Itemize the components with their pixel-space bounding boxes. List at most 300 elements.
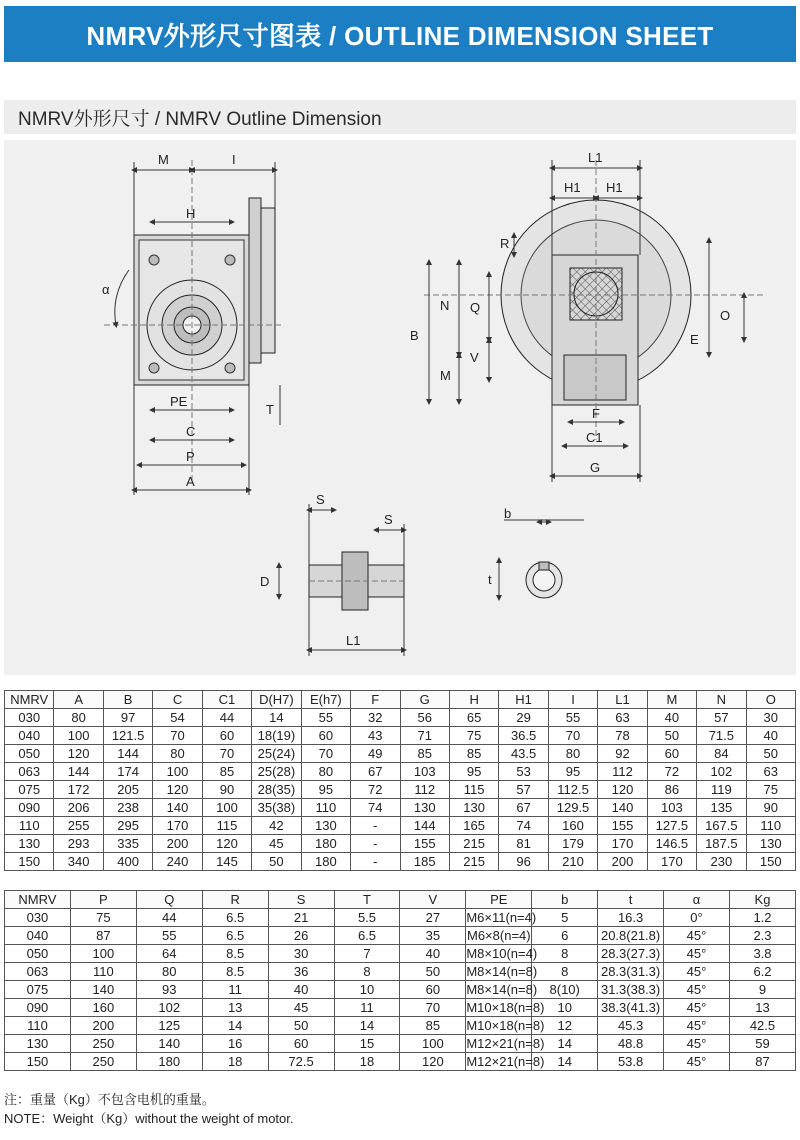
table-cell: 53.8 [598,1053,664,1071]
table2-header-cell: b [532,891,598,909]
table-cell: 112.5 [548,781,597,799]
note-chinese: 注：重量（Kg）不包含电机的重量。 [4,1092,215,1107]
table-cell: 100 [400,1035,466,1053]
table-cell: 80 [548,745,597,763]
table1-header-cell: L1 [598,691,647,709]
label-F: F [592,406,600,421]
table-cell: 0° [664,909,730,927]
label-C1: C1 [586,430,603,445]
table-cell: 35 [400,927,466,945]
table-cell: 85 [202,763,251,781]
table-cell: 210 [548,853,597,871]
table-cell: 87 [729,1053,795,1071]
table-cell: 63 [746,763,795,781]
table-cell: 11 [334,999,400,1017]
table2-body [5,909,796,1071]
table-cell: 87 [70,927,136,945]
table-cell: 120 [202,835,251,853]
table-cell: 179 [548,835,597,853]
table-cell: 95 [301,781,350,799]
table2-header-cell: S [268,891,334,909]
table-cell: 84 [697,745,746,763]
table-cell: 26 [268,927,334,945]
table-cell: 206 [54,799,103,817]
table-cell: 14 [532,1053,598,1071]
table-cell: M12×21(n=8) [466,1036,545,1051]
label-V: V [470,350,479,365]
table-cell: 60 [202,727,251,745]
table-cell: 100 [54,727,103,745]
table-cell: 45 [252,835,301,853]
label-H1-left: H1 [564,180,581,195]
keyway-view [499,520,584,598]
table-cell: 180 [136,1053,202,1071]
label-S-right: S [384,512,393,527]
table-cell: 45° [664,1017,730,1035]
table-cell: 75 [449,727,498,745]
table-cell: 53 [499,763,548,781]
table-cell: 115 [202,817,251,835]
table-cell: 10 [532,999,598,1017]
table-cell: 38.3(41.3) [598,999,664,1017]
table-cell: 6.5 [202,927,268,945]
table-cell: 70 [400,999,466,1017]
table-row [5,963,796,981]
label-b: b [504,506,512,521]
table-cell: 075 [5,781,54,799]
table-cell: 74 [351,799,400,817]
table-row [5,999,796,1017]
table-row [5,745,796,763]
label-I: I [232,152,236,167]
table1-header-row [5,691,796,709]
table-cell: 72.5 [268,1053,334,1071]
table-cell: 050 [5,745,54,763]
table-cell: 72 [647,763,696,781]
table-cell: 146.5 [647,835,696,853]
table-cell: 10 [334,981,400,999]
table-cell: 140 [136,1035,202,1053]
table-cell: 60 [301,727,350,745]
table-cell: M8×10(n=4) [466,946,538,961]
table-cell: 121.5 [103,727,152,745]
table-cell: 040 [5,727,54,745]
table-cell: 45° [664,1035,730,1053]
table-cell: 5 [532,909,598,927]
label-L1: L1 [588,150,603,165]
table-cell: 35(38) [252,799,301,817]
table-cell: 110 [5,1017,71,1035]
label-T: T [266,402,274,417]
table-cell: 95 [548,763,597,781]
table-cell: 45 [268,999,334,1017]
label-C: C [186,424,196,439]
table-cell: 30 [268,945,334,963]
table-cell: 119 [697,781,746,799]
table-cell: 215 [449,835,498,853]
note-english: NOTE：Weight（Kg）without the weight of motor. [4,1111,294,1126]
table-cell: 90 [746,799,795,817]
table1-header-cell: I [548,691,597,709]
table-row [5,835,796,853]
table-cell: 120 [598,781,647,799]
table-cell: 50 [746,745,795,763]
table1-header-cell: NMRV [5,691,54,709]
label-M: M [158,152,169,167]
table-cell: 45.3 [598,1017,664,1035]
table-cell: 8(10) [532,981,598,999]
table-cell: 56 [400,709,449,727]
table-cell: 160 [548,817,597,835]
table-cell: 80 [301,763,350,781]
table-cell: 90 [202,781,251,799]
table-cell: 167.5 [697,817,746,835]
table-cell: M8×14(n=8) [466,982,538,997]
table-cell: 70 [153,727,202,745]
table-cell: 43 [351,727,400,745]
table-cell: 92 [598,745,647,763]
table-cell: 180 [301,835,350,853]
table-cell: 255 [54,817,103,835]
table-cell: 040 [5,927,71,945]
dimension-table-2 [4,890,796,1071]
table-cell: 200 [70,1017,136,1035]
table-cell: 144 [103,745,152,763]
table-cell: 42.5 [729,1017,795,1035]
table-row [5,945,796,963]
section-title: NMRV外形尺寸 / NMRV Outline Dimension [4,100,796,134]
table-cell: - [351,853,400,871]
table2-header-cell: R [202,891,268,909]
table-cell: 40 [400,945,466,963]
table-cell: 130 [400,799,449,817]
table-cell: 112 [400,781,449,799]
table-cell: 25(28) [252,763,301,781]
table-cell: 200 [598,853,647,871]
table-cell: 60 [647,745,696,763]
table-row [5,981,796,999]
table1-header-cell: C1 [202,691,251,709]
table-cell: 12 [532,1017,598,1035]
table-cell: 160 [70,999,136,1017]
table-cell: 6.2 [729,963,795,981]
table-cell: 6 [532,927,598,945]
table-row [5,1017,796,1035]
table-cell: 60 [268,1035,334,1053]
table-cell: - [351,835,400,853]
table-cell: 295 [103,817,152,835]
label-E: E [690,332,699,347]
table-cell: 14 [334,1017,400,1035]
table-cell: 50 [647,727,696,745]
table-cell: 18 [334,1053,400,1071]
table-cell: 67 [499,799,548,817]
table-cell: 090 [5,999,71,1017]
table-cell: 25(24) [252,745,301,763]
table-row [5,781,796,799]
table-cell: 31.3(38.3) [598,981,664,999]
label-B: B [410,328,419,343]
table-cell: 55 [136,927,202,945]
table-cell: 13 [729,999,795,1017]
table-row [5,727,796,745]
label-PE: PE [170,394,188,409]
table1-body [5,709,796,871]
table-cell: 72 [351,781,400,799]
table-cell: 250 [70,1053,136,1071]
drawing-svg [4,140,796,675]
table-cell: 335 [103,835,152,853]
table-row [5,763,796,781]
table-cell: 140 [70,981,136,999]
table-cell: 54 [153,709,202,727]
label-Q: Q [470,300,481,315]
table-row [5,1053,796,1071]
table-cell: 28(35) [252,781,301,799]
table-cell: 16.3 [598,909,664,927]
table-cell: 36 [268,963,334,981]
table1-header-cell: D(H7) [252,691,301,709]
table1-header-cell: E(h7) [301,691,350,709]
table-cell: 42 [252,817,301,835]
table-cell: 050 [5,945,71,963]
label-D: D [260,574,270,589]
table2-header-cell: Q [136,891,202,909]
table-cell: 70 [301,745,350,763]
table-cell: 129.5 [548,799,597,817]
table-cell: 45° [664,945,730,963]
table-cell: 150 [746,853,795,871]
table-cell: 130 [449,799,498,817]
table-cell: 70 [548,727,597,745]
label-G: G [590,460,601,475]
table-cell: M8×14(n=8) [466,964,538,979]
table-cell: 115 [449,781,498,799]
table-cell: 1.2 [729,909,795,927]
table-cell: 100 [202,799,251,817]
table-cell: M6×8(n=4) [467,928,531,943]
table1-header-cell: H1 [499,691,548,709]
table-cell: 20.8(21.8) [598,927,664,945]
table-row [5,817,796,835]
table-cell: 63 [598,709,647,727]
table-cell: M6×11(n=4) [466,910,537,925]
table-cell: 215 [449,853,498,871]
table-cell: 75 [70,909,136,927]
table-cell: 8 [334,963,400,981]
table-cell: 130 [746,835,795,853]
table-cell: 97 [103,709,152,727]
table-cell: 102 [136,999,202,1017]
table-cell: 30 [746,709,795,727]
table-cell: 16 [202,1035,268,1053]
table-cell: 57 [499,781,548,799]
table-cell: 180 [301,853,350,871]
table-cell: 200 [153,835,202,853]
table1-header-cell: F [351,691,400,709]
table-cell: 090 [5,799,54,817]
table1-header-cell: H [449,691,498,709]
table-cell: 80 [136,963,202,981]
table-cell: 18(19) [252,727,301,745]
table-cell: 36.5 [499,727,548,745]
table-cell: 063 [5,763,54,781]
table-cell: 81 [499,835,548,853]
table-cell: 11 [202,981,268,999]
table-cell: 110 [5,817,54,835]
table-cell: 170 [598,835,647,853]
table-cell: 2.3 [729,927,795,945]
table-cell: 27 [400,909,466,927]
table-cell: 100 [70,945,136,963]
table-cell: 14 [202,1017,268,1035]
table-cell: 174 [103,763,152,781]
table-cell: 172 [54,781,103,799]
table-cell: 32 [351,709,400,727]
table-row [5,853,796,871]
table-cell: 14 [532,1035,598,1053]
table1-header-cell: M [647,691,696,709]
table-cell: 3.8 [729,945,795,963]
table-cell: 400 [103,853,152,871]
label-A: A [186,474,195,489]
table-cell: 71 [400,727,449,745]
table-cell: 49 [351,745,400,763]
table2-header-cell: NMRV [5,891,71,909]
table-cell: 65 [449,709,498,727]
table-cell: 15 [334,1035,400,1053]
table-cell: 40 [746,727,795,745]
table-cell: 293 [54,835,103,853]
table-cell: 96 [499,853,548,871]
table-cell: 40 [647,709,696,727]
table-cell: 57 [697,709,746,727]
table-cell: 64 [136,945,202,963]
table-cell: 7 [334,945,400,963]
table-cell: 85 [400,745,449,763]
table1-header-cell: N [697,691,746,709]
page-banner-title: NMRV外形尺寸图表 / OUTLINE DIMENSION SHEET [4,6,796,62]
label-N: N [440,298,450,313]
table-cell: 28.3(27.3) [598,945,664,963]
keyway-labels [488,506,511,587]
table-cell: 130 [5,835,54,853]
table-cell: 102 [697,763,746,781]
label-S-left: S [316,492,325,507]
table-cell: 030 [5,709,54,727]
table-cell: 120 [400,1053,466,1071]
table-cell: 187.5 [697,835,746,853]
table-cell: 80 [153,745,202,763]
table2-header-cell: T [334,891,400,909]
table-cell: 45° [664,999,730,1017]
table-cell: 144 [400,817,449,835]
table-cell: 14 [252,709,301,727]
table-cell: 86 [647,781,696,799]
table-cell: 120 [153,781,202,799]
table-cell: 95 [449,763,498,781]
table-cell: 21 [268,909,334,927]
table2-header-cell: Kg [729,891,795,909]
table-cell: 45° [664,1053,730,1071]
table-cell: 100 [153,763,202,781]
table-cell: 40 [268,981,334,999]
label-alpha: α [102,282,110,297]
table-cell: 93 [136,981,202,999]
table-cell: 6.5 [334,927,400,945]
table-cell: 250 [70,1035,136,1053]
table-cell: M12×21(n=8) [466,1054,545,1069]
label-L1-shaft: L1 [346,633,361,648]
table-cell: 9 [729,981,795,999]
dimension-table-1 [4,690,796,871]
table2-header-cell: V [400,891,466,909]
table-cell: 135 [697,799,746,817]
table-cell: 50 [400,963,466,981]
table-cell: 28.3(31.3) [598,963,664,981]
table-cell: 85 [400,1017,466,1035]
table-cell: 340 [54,853,103,871]
table-cell: 85 [449,745,498,763]
table-cell: M10×18(n=8) [466,1000,545,1015]
table-row [5,709,796,727]
table-cell: - [351,817,400,835]
table-cell: 185 [400,853,449,871]
table-cell: 75 [746,781,795,799]
table-cell: 8 [532,963,598,981]
table2-header-row [5,891,796,909]
table-cell: 170 [647,853,696,871]
table-cell: 44 [136,909,202,927]
table-cell: 80 [54,709,103,727]
label-R: R [500,236,510,251]
table-cell: 71.5 [697,727,746,745]
table-cell: 165 [449,817,498,835]
table-row [5,799,796,817]
table-cell: 78 [598,727,647,745]
label-M-side: M [440,368,451,383]
table-cell: 170 [153,817,202,835]
table-cell: 112 [598,763,647,781]
table-cell: 103 [400,763,449,781]
table-cell: 48.8 [598,1035,664,1053]
table-cell: 110 [70,963,136,981]
table-cell: 103 [647,799,696,817]
label-t: t [488,572,492,587]
table-cell: 45° [664,981,730,999]
table-row [5,927,796,945]
table-cell: 50 [268,1017,334,1035]
table-cell: 45° [664,963,730,981]
table-cell: 155 [400,835,449,853]
table-cell: 8.5 [202,963,268,981]
table-cell: 13 [202,999,268,1017]
table-row [5,909,796,927]
table-cell: 140 [598,799,647,817]
table-cell: 67 [351,763,400,781]
table-cell: 74 [499,817,548,835]
table-cell: 150 [5,1053,71,1071]
table-cell: 110 [746,817,795,835]
table-cell: 45° [664,927,730,945]
table-cell: 240 [153,853,202,871]
label-P: P [186,449,195,464]
outline-dimension-drawing [4,140,796,675]
table1-header-cell: B [103,691,152,709]
table-cell: 50 [252,853,301,871]
table1-header-cell: C [153,691,202,709]
table-cell: 130 [301,817,350,835]
